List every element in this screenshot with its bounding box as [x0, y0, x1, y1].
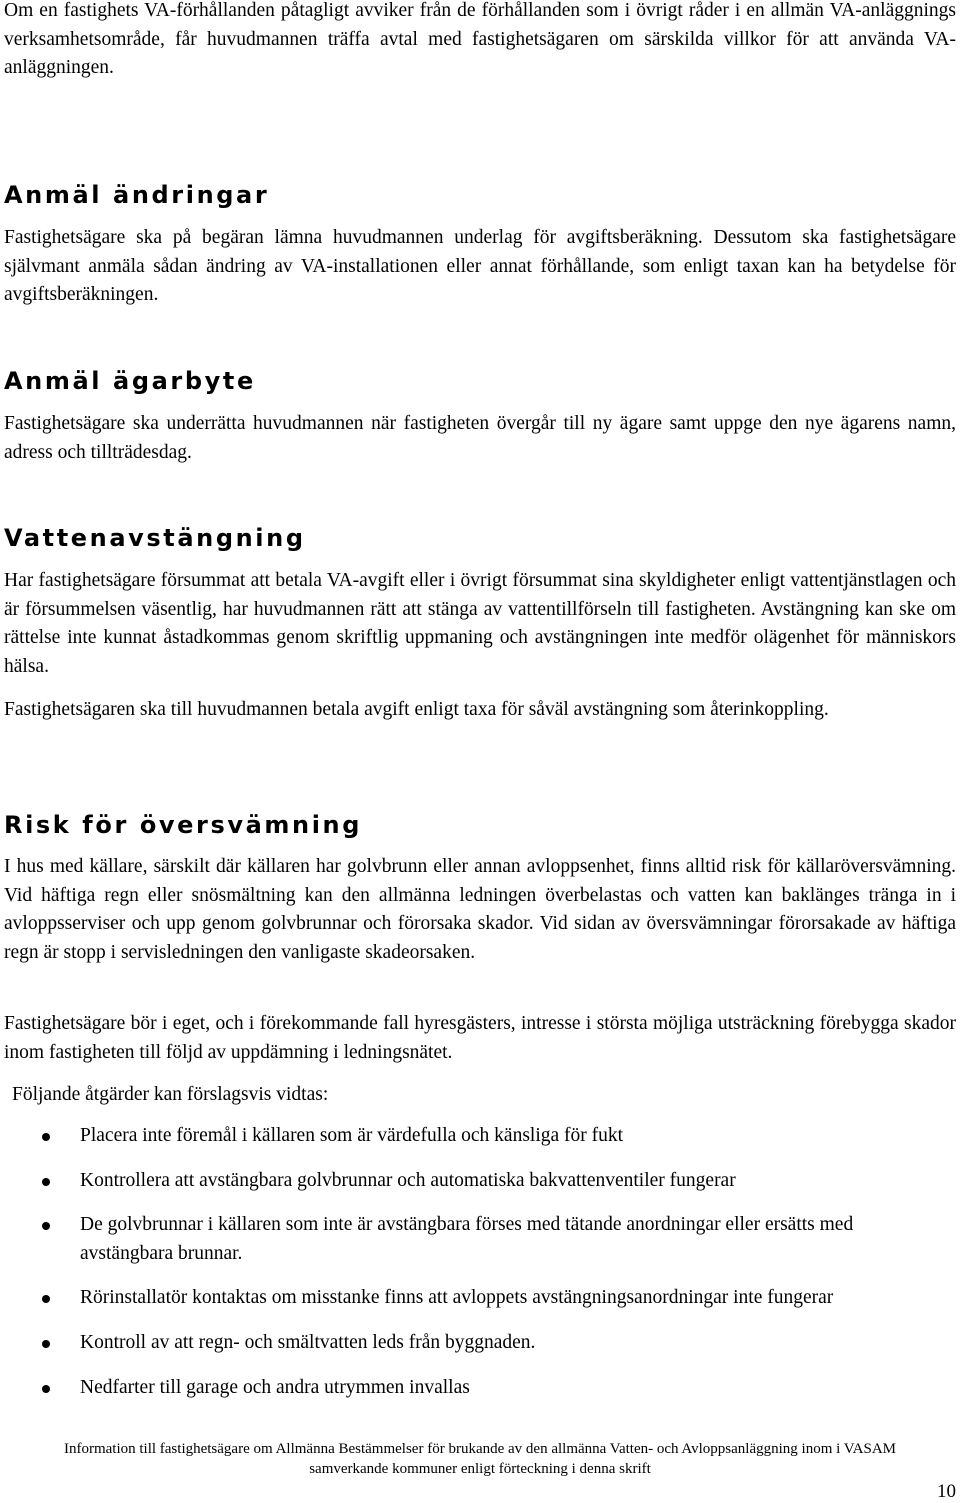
bullet-icon	[42, 1385, 50, 1393]
list-item-text: Placera inte föremål i källaren som är värdefulla och känsliga för fukt	[80, 1125, 624, 1146]
heading-anmal-agarbyte: Anmäl ägarbyte	[4, 367, 256, 395]
list-item-text: Kontrollera att avstängbara golvbrunnar och automatiska bakvattenventiler fungerar	[80, 1169, 736, 1191]
page-footer	[0, 1439, 960, 1479]
footer-line-2: samverkande kommuner enligt förteckning i denna skrift	[309, 1461, 651, 1477]
heading-risk-for-oversvamning: Risk för översvämning	[4, 811, 362, 839]
list-item	[0, 1167, 940, 1196]
paragraph-vattenavstangning-2: Fastighetsägaren ska till huvudmannen betala avgift enligt taxa för såväl avstängning som återinkoppling.	[4, 699, 829, 720]
bullet-icon	[42, 1340, 50, 1348]
paragraph-risk-1: I hus med källare, särskilt där källaren har golvbrunn eller annan avloppsenhet, finns alltid risk för källaröversvämning. Vid häftiga regn eller snösmältning kan den allmänna ledningen överbelastas och vatten kan baklänges tränga in i avloppsserviser och upp genom golvbrunnar och förorsaka skador. Vid sidan av översvämningar förorsakade av häftiga regn är stopp i servisledningen den vanligaste skadeorsaken.	[4, 856, 956, 963]
measures-list	[0, 1122, 940, 1418]
bullet-icon	[42, 1178, 50, 1186]
list-item	[0, 1284, 940, 1313]
list-item	[0, 1329, 940, 1358]
list-item-text: Kontroll av att regn- och smältvatten leds från byggnaden.	[80, 1331, 536, 1353]
paragraph-anmal-andringar: Fastighetsägare ska på begäran lämna huvudmannen underlag för avgiftsberäkning. Dessutom ska fastighetsägare självmant anmäla sådan ändring av VA-installationen eller annat förhållande, som enligt taxan kan ha betydelse för avgiftsberäkningen.	[4, 227, 956, 306]
bullet-icon	[42, 1222, 50, 1230]
list-item-text: Rörinstallatör kontaktas om misstanke finns att avloppets avstängningsanordningar inte fungerar	[80, 1287, 834, 1309]
bullet-icon	[42, 1133, 50, 1141]
heading-anmal-andringar: Anmäl ändringar	[4, 181, 270, 209]
list-item-text: Nedfarter till garage och andra utrymmen invallas	[80, 1376, 470, 1398]
heading-vattenavstangning: Vattenavstängning	[4, 524, 306, 552]
paragraph-anmal-agarbyte: Fastighetsägare ska underrätta huvudmannen när fastigheten övergår till ny ägare samt uppge den nye ägarens namn, adress och tillträdesdag.	[4, 413, 956, 463]
list-item	[0, 1122, 940, 1151]
bullet-icon	[42, 1295, 50, 1303]
footer-line-1: Information till fastighetsägare om Allmänna Bestämmelser för brukande av den allmänna Vatten- och Avloppsanläggning inom i VASAM	[63, 1441, 897, 1457]
page-number: 10	[937, 1481, 956, 1502]
intro-paragraph: Om en fastighets VA-förhållanden påtagligt avviker från de förhållanden som i övrigt råder i en allmän VA-anläggnings verksamhetsområde, får huvudmannen träffa avtal med fastighetsägaren om särskilda villkor för att använda VA-anläggningen.	[4, 0, 956, 79]
list-item-text: De golvbrunnar i källaren som inte är avstängbara förses med tätande anordningar eller ersätts med avstängbara brunnar.	[80, 1214, 854, 1264]
paragraph-risk-2: Fastighetsägare bör i eget, och i förekommande fall hyresgästers, intresse i största möjliga utsträckning förebygga skador inom fastigheten till följd av uppdämning i ledningsnätet.	[4, 1013, 956, 1063]
list-item	[0, 1211, 940, 1268]
list-item	[0, 1374, 940, 1403]
paragraph-vattenavstangning-1: Har fastighetsägare försummat att betala VA-avgift eller i övrigt försummat sina skyldigheter enligt vattentjänstlagen och är försummelsen väsentlig, har huvudmannen rätt att stänga av vattentillförseln till fastigheten. Avstängning kan ske om rättelse inte kunnat åstadkommas genom skriftlig uppmaning och avstängningen inte medför olägenhet för människors hälsa.	[4, 570, 956, 677]
measures-lead: Följande åtgärder kan förslagsvis vidtas:	[12, 1084, 329, 1105]
